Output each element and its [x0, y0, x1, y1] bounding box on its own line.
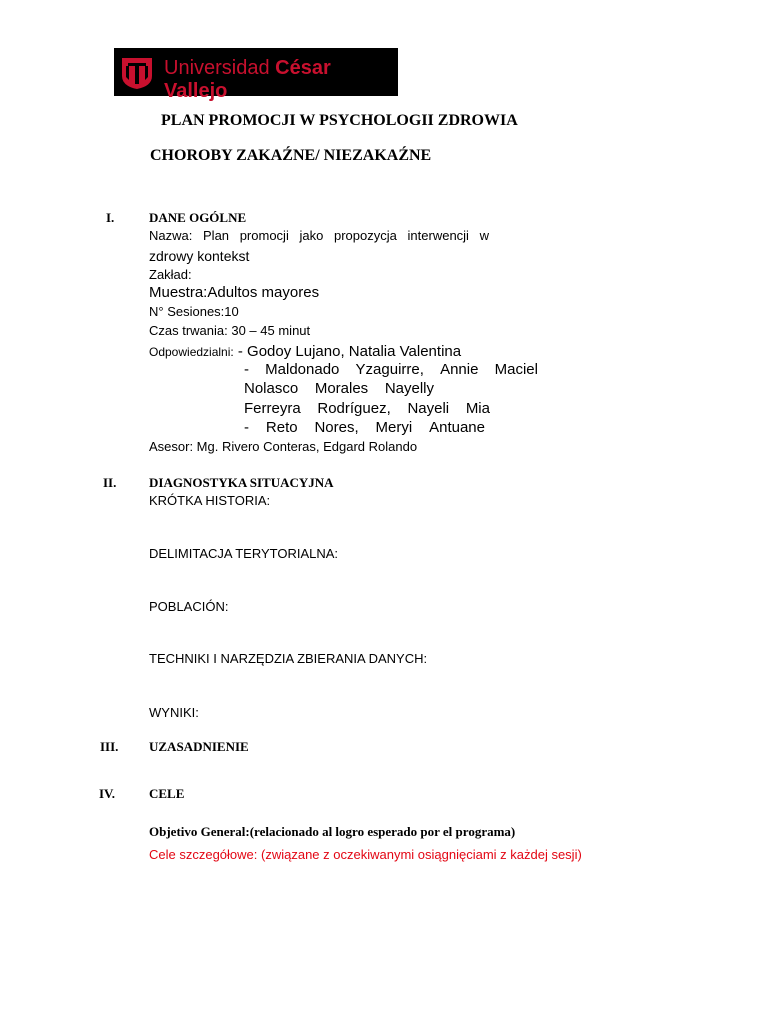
muestra-field: Muestra:Adultos mayores: [149, 284, 320, 301]
techniki-field: TECHNIKI I NARZĘDZIA ZBIERANIA DANYCH:: [149, 651, 428, 666]
delimitacja-field: DELIMITACJA TERYTORIALNA:: [149, 546, 339, 561]
section-4-heading: CELE: [149, 786, 185, 801]
responsible-person: - Godoy Lujano, Natalia Valentina: [233, 343, 462, 360]
historia-field: KRÓTKA HISTORIA:: [149, 493, 271, 508]
odpowiedzialni-field: [149, 343, 461, 361]
objetivo-general: Objetivo General:(relacionado al logro esperado por el programa): [149, 824, 516, 839]
section-2-heading: DIAGNOSTYKA SITUACYJNA: [149, 475, 334, 490]
document-subtitle: CHOROBY ZAKAŹNE/ NIEZAKAŹNE: [150, 147, 432, 164]
university-name: Universidad César Vallejo: [164, 57, 331, 102]
cele-szczegolowe: Cele szczegółowe: (związane z oczekiwanymi osiągnięciami z każdej sesji): [149, 847, 582, 862]
responsible-person: Ferreyra Rodríguez, Nayeli Mia: [244, 400, 490, 417]
zaklad-field: Zakład:: [149, 267, 192, 282]
section-3-heading: UZASADNIENIE: [149, 739, 249, 754]
document-title: PLAN PROMOCJI W PSYCHOLOGII ZDROWIA: [161, 112, 518, 129]
responsible-person: - Maldonado Yzaguirre, Annie Maciel: [244, 361, 538, 378]
czas-field: Czas trwania: 30 – 45 minut: [149, 323, 311, 338]
section-2-number: II.: [103, 475, 117, 490]
nazwa-line-2: zdrowy kontekst: [149, 248, 250, 264]
university-logo: [114, 48, 398, 102]
poblacion-field: POBLACIÓN:: [149, 599, 229, 614]
responsible-person: Nolasco Morales Nayelly: [244, 380, 434, 397]
odpowiedzialni-label: Odpowiedzialni:: [149, 345, 234, 359]
nazwa-line-1: Nazwa: Plan promocji jako propozycja interwencji w: [149, 228, 489, 243]
section-3-number: III.: [100, 739, 119, 754]
asesor-field: Asesor: Mg. Rivero Conteras, Edgard Rolando: [149, 439, 418, 454]
section-4-number: IV.: [99, 786, 116, 801]
wyniki-field: WYNIKI:: [149, 705, 199, 720]
sesiones-field: N° Sesiones:10: [149, 304, 239, 319]
responsible-person: - Reto Nores, Meryi Antuane: [244, 419, 485, 436]
section-1-number: I.: [106, 210, 115, 225]
section-1-heading: DANE OGÓLNE: [149, 210, 247, 225]
university-shield-icon: [120, 54, 154, 90]
